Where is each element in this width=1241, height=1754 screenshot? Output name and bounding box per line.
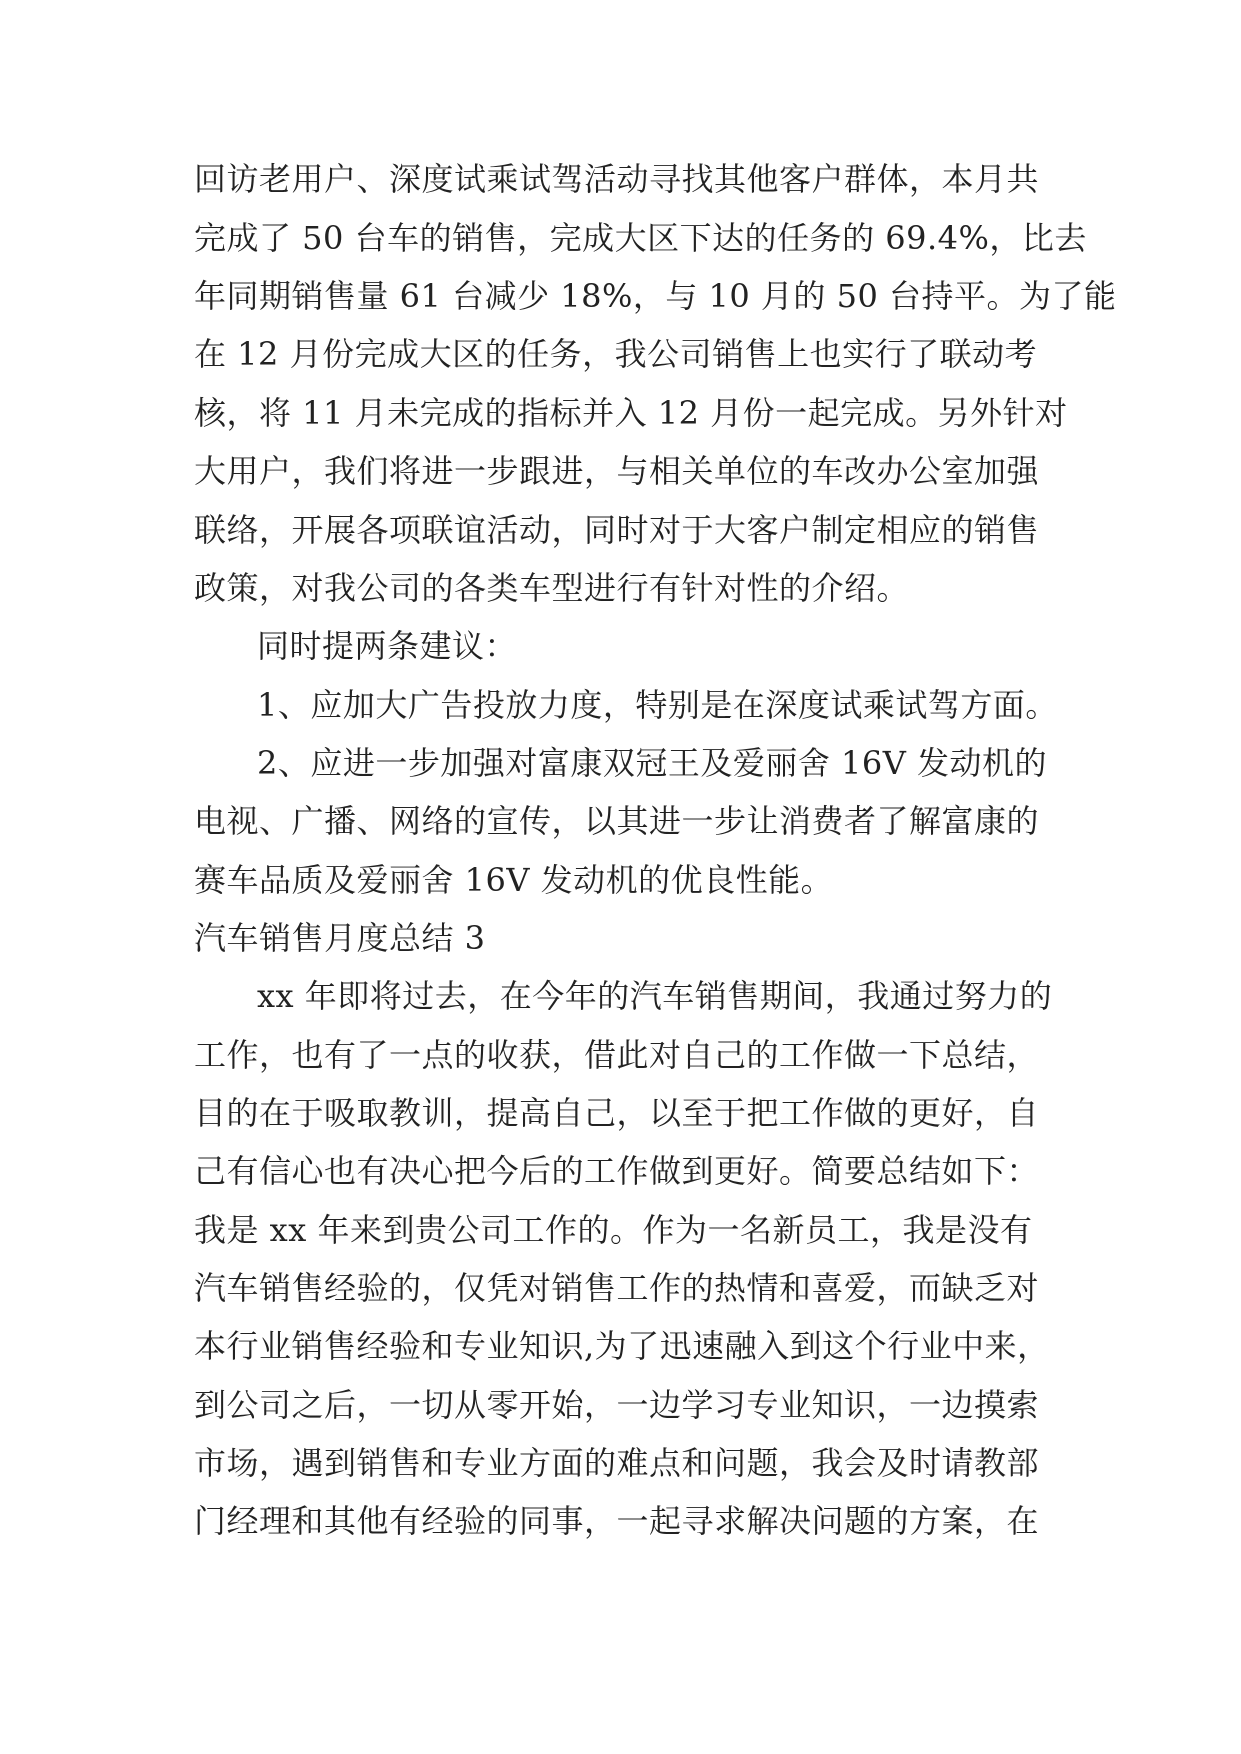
paragraph-line: xx 年即将过去，在今年的汽车销售期间，我通过努力的	[257, 977, 1053, 1015]
body-text-line: 目的在于吸取教训，提高自己，以至于把工作做的更好，自	[194, 1094, 1040, 1132]
body-text-line: 完成了 50 台车的销售，完成大区下达的任务的 69.4%，比去	[194, 219, 1087, 257]
list-item-2: 2、应进一步加强对富康双冠王及爱丽舍 16V 发动机的	[257, 744, 1048, 782]
body-text-line: 年同期销售量 61 台减少 18%，与 10 月的 50 台持平。为了能	[194, 277, 1117, 315]
body-text-line: 市场，遇到销售和专业方面的难点和问题，我会及时请教部	[194, 1444, 1040, 1482]
body-text-line: 回访老用户、深度试乘试驾活动寻找其他客户群体，本月共	[194, 160, 1040, 198]
body-text-line: 大用户，我们将进一步跟进，与相关单位的车改办公室加强	[194, 452, 1040, 490]
body-text-line: 联络，开展各项联谊活动，同时对于大客户制定相应的销售	[194, 511, 1040, 549]
body-text-line: 己有信心也有决心把今后的工作做到更好。简要总结如下：	[194, 1152, 1040, 1190]
body-text-line: 我是 xx 年来到贵公司工作的。作为一名新员工，我是没有	[194, 1211, 1033, 1249]
paragraph-line: 同时提两条建议：	[257, 627, 518, 665]
body-text-line: 在 12 月份完成大区的任务，我公司销售上也实行了联动考	[194, 335, 1038, 373]
body-text-line: 汽车销售经验的，仅凭对销售工作的热情和喜爱，而缺乏对	[194, 1269, 1040, 1307]
body-text-line: 电视、广播、网络的宣传，以其进一步让消费者了解富康的	[194, 802, 1040, 840]
body-text-line: 本行业销售经验和专业知识,为了迅速融入到这个行业中来，	[194, 1327, 1050, 1365]
body-text-line: 政策，对我公司的各类车型进行有针对性的介绍。	[194, 569, 910, 607]
body-text-line: 赛车品质及爱丽舍 16V 发动机的优良性能。	[194, 861, 834, 899]
body-text-line: 核，将 11 月未完成的指标并入 12 月份一起完成。另外针对	[194, 394, 1068, 432]
body-text-line: 到公司之后，一切从零开始，一边学习专业知识，一边摸索	[194, 1386, 1040, 1424]
list-item-1: 1、应加大广告投放力度，特别是在深度试乘试驾方面。	[257, 686, 1058, 724]
section-heading: 汽车销售月度总结 3	[194, 919, 486, 957]
body-text-line: 门经理和其他有经验的同事，一起寻求解决问题的方案，在	[194, 1502, 1040, 1540]
body-text-line: 工作，也有了一点的收获，借此对自己的工作做一下总结，	[194, 1036, 1040, 1074]
